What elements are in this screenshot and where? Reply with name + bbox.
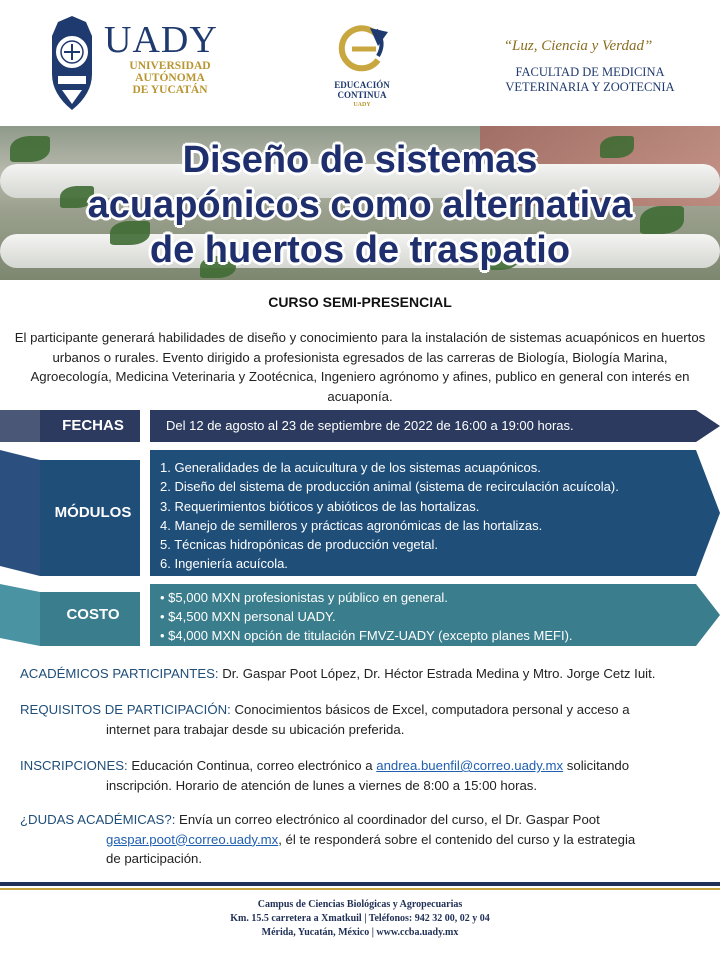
footer-address: Km. 15.5 carretera a Xmatkuil | Teléfonos: 942 32 00, 02 y 04 (230, 913, 490, 924)
list-item: • $5,000 MXN profesionistas y público en general. (160, 590, 448, 605)
fechas-label: FECHAS (62, 417, 124, 434)
academicos-text: Dr. Gaspar Poot López, Dr. Héctor Estrada Medina y Mtro. Jorge Cetz Iuit. (218, 666, 656, 681)
dudas-text-end: de participación. (106, 851, 203, 866)
inscripciones-text-cont: inscripción. Horario de atención de lunes a viernes de 8:00 a 15:00 horas. (106, 777, 538, 793)
header (0, 0, 720, 125)
academicos-section (20, 664, 710, 684)
footer (0, 898, 720, 940)
list-item: 3. Requerimientos bióticos y abióticos de las hortalizas. (160, 498, 480, 514)
inscripciones-text: Educación Continua, correo electrónico a (127, 758, 377, 773)
costo-band (0, 584, 720, 646)
footer-city: Mérida, Yucatán, México | www.ccba.uady.mx (261, 927, 459, 938)
list-item: • $4,500 MXN personal UADY. (160, 609, 336, 624)
costo-label: COSTO (66, 606, 120, 623)
educacion-continua-label: EDUCACIÓN CONTINUA UADY (334, 80, 390, 108)
educacion-continua-logo-icon (330, 22, 394, 74)
costo-list (160, 588, 573, 645)
intro-paragraph: El participante generará habilidades de diseño y conocimiento para la instalación de sistemas acuapónicos en huertos urbanos o rurales. Evento dirigido a profesionista egresados de las carreras de Biología, Biología Marina, Agroecología, Medicina Veterinaria y Zootécnica, Ingeniero agrónomo y afines, publico en general con interés en acuaponía. (14, 330, 706, 404)
footer-divider (0, 882, 720, 886)
uady-seal-icon (42, 14, 102, 112)
hero-banner (0, 126, 720, 280)
motto: “Luz, Ciencia y Verdad” (503, 38, 653, 54)
dudas-section (20, 810, 710, 869)
modulos-list (160, 458, 619, 574)
inscripciones-label: INSCRIPCIONES: (20, 758, 128, 773)
requisitos-label: REQUISITOS DE PARTICIPACIÓN: (20, 702, 231, 717)
fechas-text: Del 12 de agosto al 23 de septiembre de 2022 de 16:00 a 19:00 horas. (166, 418, 574, 433)
modulos-label: MÓDULOS (54, 504, 132, 521)
inscripciones-email-link[interactable]: andrea.buenfil@correo.uady.mx (376, 758, 564, 773)
inscripciones-text-after: solicitando (563, 758, 630, 773)
fechas-band (0, 410, 720, 442)
dudas-email-link[interactable]: gaspar.poot@correo.uady.mx (106, 831, 279, 847)
requisitos-section (20, 700, 710, 739)
dudas-label: ¿DUDAS ACADÉMICAS?: (20, 812, 176, 827)
footer-divider-gold (0, 888, 720, 890)
footer-campus: Campus de Ciencias Biológicas y Agropecuarias (257, 899, 463, 910)
requisitos-text-cont: internet para trabajar desde su ubicación preferida. (106, 721, 405, 737)
list-item: 1. Generalidades de la acuicultura y de los sistemas acuapónicos. (160, 460, 541, 475)
list-item: 6. Ingeniería acuícola. (160, 556, 288, 572)
list-item: 4. Manejo de semilleros y prácticas agronómicas de las hortalizas. (160, 517, 543, 533)
faculty-name: FACULTAD DE MEDICINA VETERINARIA Y ZOOTECNIA (505, 65, 675, 94)
academicos-label: ACADÉMICOS PARTICIPANTES: (20, 666, 219, 681)
requisitos-text: Conocimientos básicos de Excel, computadora personal y acceso a (230, 702, 630, 717)
inscripciones-section (20, 756, 710, 795)
dudas-text-cont: , él te responderá sobre el contenido del curso y la estrategia (278, 831, 636, 847)
list-item: 2. Diseño del sistema de producción animal (sistema de recirculación acuícola). (160, 479, 619, 495)
list-item: 5. Técnicas hidropónicas de producción vegetal. (160, 537, 438, 553)
uady-wordmark: UADY (104, 19, 218, 61)
dudas-text: Envía un correo electrónico al coordinador del curso, el Dr. Gaspar Poot (175, 812, 600, 827)
modulos-band (0, 450, 720, 576)
list-item: • $4,000 MXN opción de titulación FMVZ-UADY (excepto planes MEFI). (160, 628, 573, 643)
course-title: Diseño de sistemas acuapónicos como alternativa de huertos de traspatio (87, 139, 633, 271)
university-fullname: UNIVERSIDAD AUTÓNOMA DE YUCATÁN (129, 60, 211, 96)
course-type: CURSO SEMI-PRESENCIAL (268, 294, 452, 310)
